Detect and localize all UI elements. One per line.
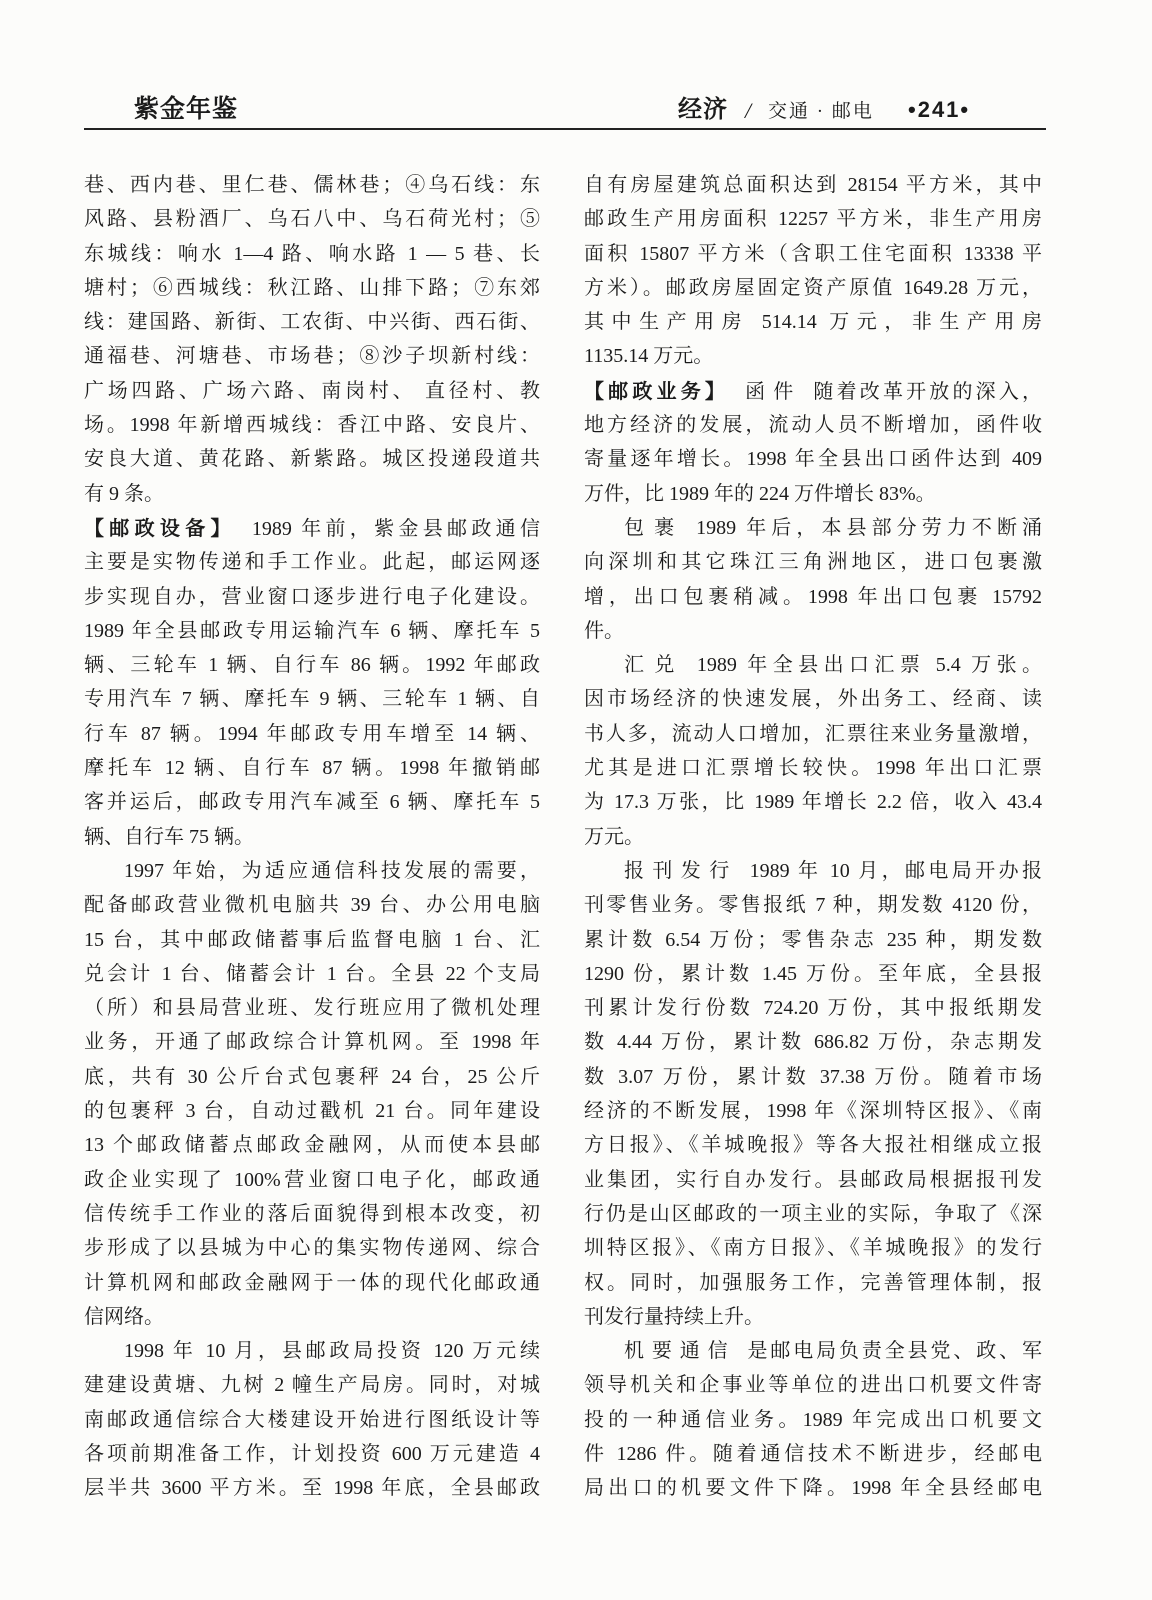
text-line	[84, 305, 540, 339]
line-text: 辆、自行车 75 辆。	[84, 825, 254, 848]
line-text: 1290 份，累计数 1.45 万份。至年底，全县报	[584, 962, 1042, 985]
line-text: 南邮政通信综合大楼建设开始进行图纸设计等	[84, 1408, 540, 1431]
text-line	[584, 374, 1042, 408]
text-line	[84, 339, 540, 373]
paragraph	[84, 1334, 540, 1505]
line-text: 刊累计发行份数 724.20 万份，其中报纸期发	[584, 997, 1042, 1020]
text-line	[584, 442, 1042, 476]
text-line	[584, 1060, 1042, 1094]
line-text: 辆、三轮车 1 辆、自行车 86 辆。1992 年邮政	[84, 654, 540, 677]
line-text: 层半共 3600 平方米。至 1998 年底，全县邮政	[84, 1477, 540, 1500]
line-text: （所）和县局营业班、发行班应用了微机处理	[84, 997, 540, 1020]
text-line	[84, 957, 540, 991]
text-line	[584, 305, 1042, 339]
section-heading: 【邮政业务】	[584, 378, 730, 403]
text-line	[84, 1060, 540, 1094]
text-line	[84, 1471, 540, 1505]
line-text: 尤其是进口汇票增长较快。1998 年出口汇票	[584, 757, 1042, 780]
text-line	[584, 580, 1042, 614]
text-line	[584, 751, 1042, 785]
text-line	[584, 1128, 1042, 1162]
text-line	[84, 717, 540, 751]
line-text: 广场四路、广场六路、南岗村、 直径村、教	[84, 379, 540, 402]
text-line	[584, 545, 1042, 579]
text-line	[584, 923, 1042, 957]
text-line	[584, 339, 1042, 373]
header-separator: /	[745, 98, 752, 123]
line-text: 1989 年 10 月，邮电局开办报	[749, 859, 1043, 882]
line-text: 数 4.44 万份，累计数 686.82 万份，杂志期发	[584, 1031, 1042, 1054]
line-text: 寄量逐年增长。1998 年全县出口函件达到 409	[584, 448, 1042, 471]
text-line	[584, 854, 1042, 888]
line-text: 方日报》、《羊城晚报》等各大报社相继成立报	[584, 1134, 1042, 1157]
text-line	[84, 511, 540, 545]
line-text: 其中生产用房 514.14 万元，非生产用房	[584, 311, 1042, 334]
line-text: 1989 年前，紫金县邮政通信	[251, 517, 540, 540]
text-line	[84, 477, 540, 511]
text-line	[84, 1368, 540, 1402]
line-text: 邮政生产用房面积 12257 平方米，非生产用房	[584, 208, 1042, 231]
text-line	[84, 614, 540, 648]
text-line	[584, 888, 1042, 922]
line-text: 经济的不断发展，1998 年《深圳特区报》、《南	[584, 1100, 1042, 1123]
line-text: 因市场经济的快速发展，外出务工、经商、读	[584, 688, 1042, 711]
text-line	[84, 1300, 540, 1334]
line-text: 1989 年后，本县部分劳力不断涌	[696, 516, 1043, 539]
paragraph	[584, 854, 1042, 1334]
text-line	[584, 717, 1042, 751]
text-line	[84, 1266, 540, 1300]
subsection-heading: 汇兑	[624, 654, 685, 677]
line-text: 权。同时，加强服务工作，完善管理体制，报	[584, 1271, 1042, 1294]
line-text: 1998 年 10 月，县邮政局投资 120 万元续	[124, 1340, 540, 1363]
text-line	[84, 237, 540, 271]
subsection-heading: 函件	[745, 380, 802, 403]
line-text: 1989 年全县邮政专用运输汽车 6 辆、摩托车 5	[84, 619, 540, 642]
line-text: 客并运后，邮政专用汽车减至 6 辆、摩托车 5	[84, 791, 540, 814]
text-line	[584, 820, 1042, 854]
text-line	[84, 545, 540, 579]
line-text: 件 1286 件。随着通信技术不断进步，经邮电	[584, 1442, 1042, 1465]
text-line	[84, 820, 540, 854]
line-text: 计算机网和邮政金融网于一体的现代化邮政通	[84, 1271, 540, 1294]
text-line	[84, 580, 540, 614]
paragraph	[584, 1334, 1042, 1505]
line-text: 增，出口包裹稍减。1998 年出口包裹 15792	[584, 585, 1042, 608]
text-line	[84, 168, 540, 202]
line-text: 各项前期准备工作，计划投资 600 万元建造 4	[84, 1442, 540, 1465]
line-text: 风路、县粉酒厂、乌石八中、乌石荷光村；⑤	[84, 208, 540, 231]
text-line	[584, 1163, 1042, 1197]
line-text: 15 台，其中邮政储蓄事后监督电脑 1 台、汇	[84, 928, 540, 951]
book-title: 紫金年鉴	[134, 94, 239, 123]
line-text: 刊零售业务。零售报纸 7 种，期发数 4120 份，	[584, 894, 1042, 917]
line-text: 行仍是山区邮政的一项主业的实际，争取了《深	[584, 1202, 1042, 1225]
page-number: •241•	[908, 97, 971, 122]
text-line	[84, 1163, 540, 1197]
line-text: 步实现自办，营业窗口逐步进行电子化建设。	[84, 585, 540, 608]
line-text: 行车 87 辆。1994 年邮政专用车增至 14 辆、	[84, 722, 540, 745]
line-text: 1997 年始，为适应通信科技发展的需要，	[124, 859, 540, 882]
line-text: 数 3.07 万份，累计数 37.38 万份。随着市场	[584, 1065, 1042, 1088]
text-line	[584, 1197, 1042, 1231]
text-line	[84, 271, 540, 305]
text-line	[584, 1334, 1042, 1368]
line-text: 业集团，实行自办发行。县邮政局根据报刊发	[584, 1168, 1042, 1191]
text-line	[584, 682, 1042, 716]
text-line	[584, 1266, 1042, 1300]
line-text: 信传统手工作业的落后面貌得到根本改变，初	[84, 1202, 540, 1225]
paragraph	[84, 168, 540, 511]
line-text: 是邮电局负责全县党、政、军	[747, 1340, 1042, 1363]
text-line	[584, 1471, 1042, 1505]
text-line	[84, 1128, 540, 1162]
text-line	[84, 374, 540, 408]
line-text: 投的一种通信业务。1989 年完成出口机要文	[584, 1408, 1042, 1431]
text-line	[584, 957, 1042, 991]
header-rule	[84, 128, 1046, 130]
text-line	[84, 1197, 540, 1231]
text-line	[84, 1437, 540, 1471]
line-text: 步形成了以县城为中心的集实物传递网、综合	[84, 1237, 540, 1260]
text-line	[84, 408, 540, 442]
text-line	[584, 1403, 1042, 1437]
text-line	[584, 168, 1042, 202]
line-text: 1989 年全县出口汇票 5.4 万张。	[696, 654, 1043, 677]
paragraph	[584, 168, 1042, 374]
line-text: 13 个邮政储蓄点邮政金融网，从而使本县邮	[84, 1134, 540, 1157]
line-text: 局出口的机要文件下降。1998 年全县经邮电	[584, 1477, 1042, 1500]
text-line	[84, 1231, 540, 1265]
line-text: 信网络。	[84, 1305, 164, 1328]
line-text: 底，共有 30 公斤台式包裹秤 24 台，25 公斤	[84, 1065, 540, 1088]
text-line	[84, 442, 540, 476]
section-name: 经济	[678, 95, 728, 123]
line-text: 东城线：响水 1—4 路、响水路 1 — 5 巷、长	[84, 242, 540, 265]
line-text: 万元。	[584, 825, 644, 848]
line-text: 巷、西内巷、里仁巷、儒林巷；④乌石线：东	[84, 174, 540, 196]
line-text: 万件，比 1989 年的 224 万件增长 83%。	[584, 482, 936, 505]
text-line	[584, 1437, 1042, 1471]
subsection-heading: 报刊发行	[624, 859, 738, 882]
paragraph	[84, 511, 540, 854]
line-text: 领导机关和企事业等单位的进出口机要文件寄	[584, 1374, 1042, 1397]
text-line	[584, 408, 1042, 442]
line-text: 专用汽车 7 辆、摩托车 9 辆、三轮车 1 辆、自	[84, 688, 540, 711]
text-line	[584, 614, 1042, 648]
line-text: 通福巷、河塘巷、市场巷；⑧沙子坝新村线：	[84, 345, 540, 368]
subsection-name: 交通 · 邮电	[768, 101, 874, 122]
text-line	[584, 1300, 1042, 1334]
line-text: 自有房屋建筑总面积达到 28154 平方米，其中	[584, 174, 1042, 196]
line-text: 摩托车 12 辆、自行车 87 辆。1998 年撤销邮	[84, 757, 540, 780]
line-text: 主要是实物传递和手工作业。此起，邮运网逐	[84, 551, 540, 574]
left-column	[84, 168, 540, 1506]
line-text: 线：建国路、新街、工农街、中兴街、西石街、	[84, 311, 540, 334]
line-text: 件。	[584, 619, 624, 642]
text-line	[584, 237, 1042, 271]
line-text: 为 17.3 万张，比 1989 年增长 2.2 倍，收入 43.4	[584, 791, 1042, 814]
text-line	[584, 648, 1042, 682]
line-text: 兑会计 1 台、储蓄会计 1 台。全县 22 个支局	[84, 962, 540, 985]
text-line	[584, 511, 1042, 545]
line-text: 政企业实现了 100%营业窗口电子化，邮政通	[84, 1168, 540, 1191]
line-text: 随着改革开放的深入，	[813, 380, 1043, 403]
text-line	[84, 785, 540, 819]
line-text: 的包裹秤 3 台，自动过戳机 21 台。同年建设	[84, 1100, 540, 1123]
text-line	[84, 682, 540, 716]
line-text: 业务，开通了邮政综合计算机网。至 1998 年	[84, 1031, 540, 1054]
line-text: 配备邮政营业微机电脑共 39 台、办公用电脑	[84, 894, 540, 917]
text-line	[584, 1368, 1042, 1402]
text-line	[584, 1025, 1042, 1059]
text-line	[584, 1094, 1042, 1128]
line-text: 1135.14 万元。	[584, 345, 714, 368]
line-text: 刊发行量持续上升。	[584, 1305, 764, 1328]
paragraph	[84, 854, 540, 1334]
text-line	[84, 202, 540, 236]
text-line	[584, 1231, 1042, 1265]
subsection-heading: 包裹	[624, 516, 685, 539]
paragraph	[584, 374, 1042, 511]
text-line	[84, 854, 540, 888]
subsection-heading: 机要通信	[624, 1340, 736, 1363]
text-line	[84, 648, 540, 682]
line-text: 面积 15807 平方米（含职工住宅面积 13338 平	[584, 242, 1042, 265]
line-text: 有 9 条。	[84, 482, 164, 505]
line-text: 地方经济的发展，流动人员不断增加，函件收	[584, 414, 1042, 437]
text-line	[84, 1334, 540, 1368]
text-line	[84, 1403, 540, 1437]
paragraph	[584, 511, 1042, 648]
text-line	[584, 202, 1042, 236]
text-line	[84, 923, 540, 957]
text-line	[84, 1094, 540, 1128]
text-line	[84, 991, 540, 1025]
paragraph	[584, 648, 1042, 854]
right-column	[584, 168, 1042, 1506]
text-line	[584, 477, 1042, 511]
line-text: 向深圳和其它珠江三角洲地区，进口包裹激	[584, 551, 1042, 574]
line-text: 方米）。邮政房屋固定资产原值 1649.28 万元，	[584, 276, 1042, 299]
line-text: 书人多，流动人口增加，汇票往来业务量激增，	[584, 722, 1042, 745]
text-line	[584, 991, 1042, 1025]
line-text: 安良大道、黄花路、新紫路。城区投递段道共	[84, 448, 540, 471]
line-text: 塘村；⑥西城线：秋江路、山排下路；⑦东郊	[84, 276, 540, 299]
text-line	[84, 751, 540, 785]
section-heading: 【邮政设备】	[84, 515, 236, 540]
line-text: 场。1998 年新增西城线：香江中路、安良片、	[84, 414, 540, 437]
line-text: 累计数 6.54 万份；零售杂志 235 种，期发数	[584, 928, 1042, 951]
line-text: 建建设黄塘、九树 2 幢生产局房。同时，对城	[84, 1374, 540, 1397]
text-line	[584, 271, 1042, 305]
line-text: 圳特区报》、《南方日报》、《羊城晚报》的发行	[584, 1237, 1042, 1260]
text-line	[584, 785, 1042, 819]
text-line	[84, 888, 540, 922]
text-line	[84, 1025, 540, 1059]
